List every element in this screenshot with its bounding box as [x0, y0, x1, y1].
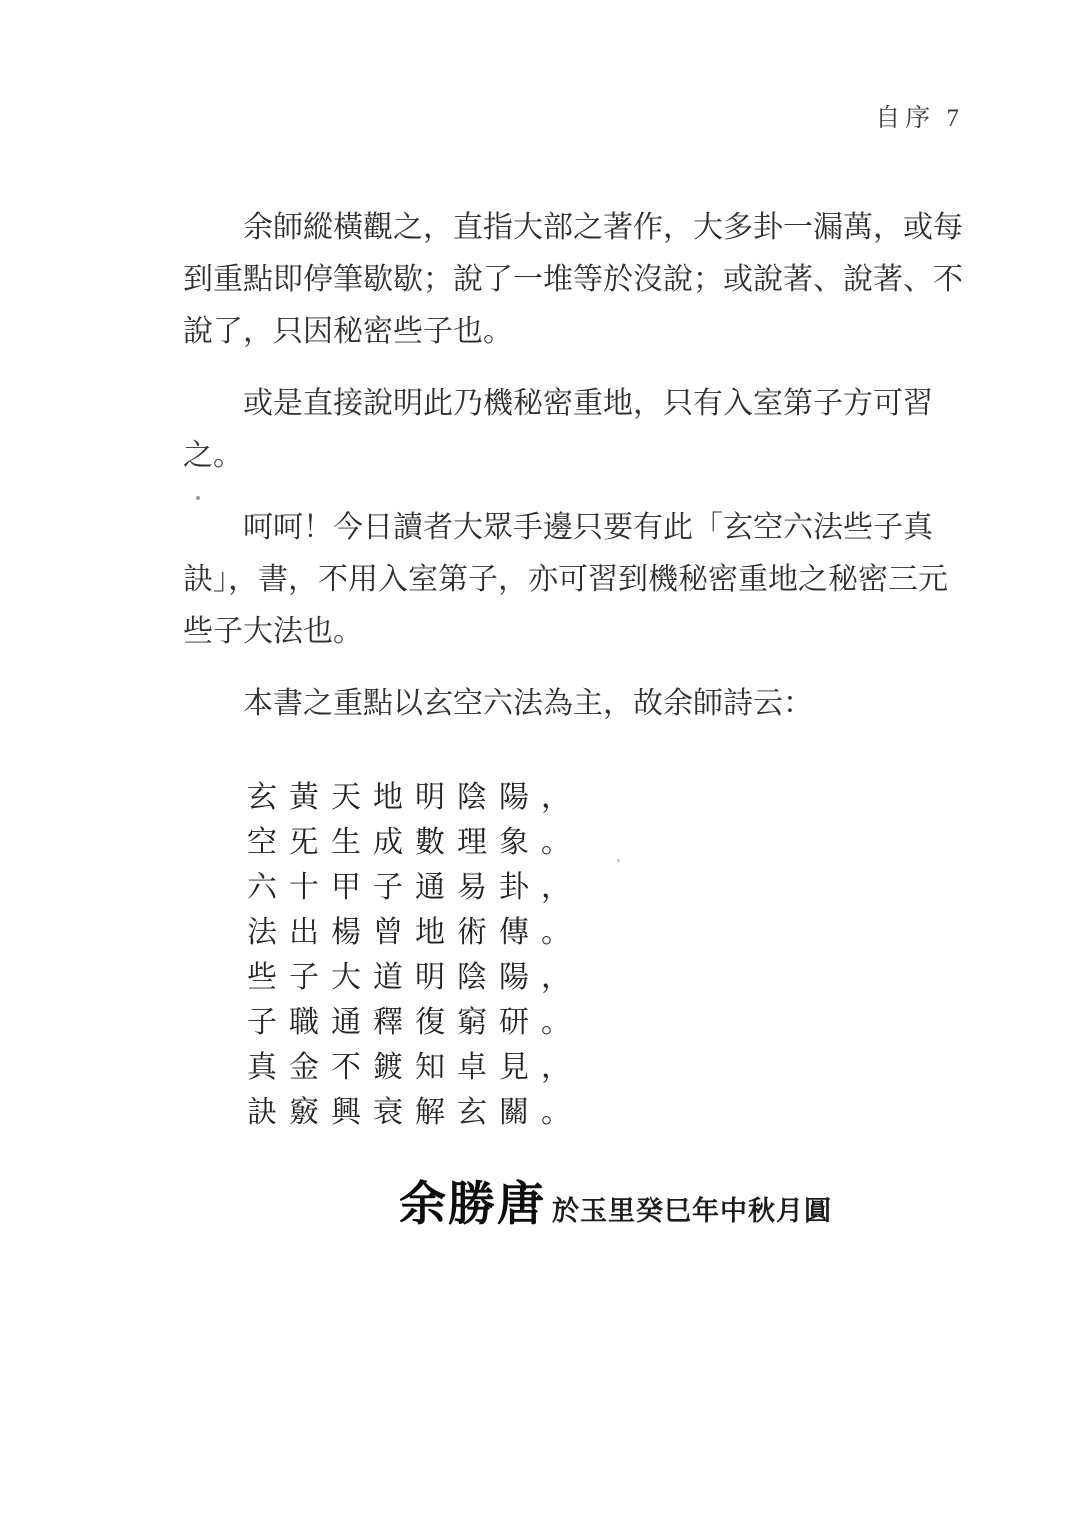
poem-line: 訣竅興衰解玄關。 — [247, 1096, 583, 1129]
poem-block — [247, 775, 983, 1135]
poem-line: 空旡生成數理象。 — [247, 826, 583, 859]
paragraph-3 — [183, 502, 983, 658]
paragraph-line: 訣」，書，不用入室第子，亦可習到機秘密重地之秘密三元 — [183, 563, 948, 596]
poem-line: 些子大道明陰陽， — [247, 961, 583, 994]
poem-line: 六十甲子通易卦， — [247, 871, 583, 904]
page-body — [183, 202, 983, 1234]
author-signature — [399, 1167, 983, 1234]
paragraph-line: 之。 — [183, 439, 243, 472]
poem-line: 子職通釋復窮研。 — [247, 1006, 583, 1039]
paragraph-line: 說了，只因秘密些子也。 — [183, 315, 513, 348]
paragraph-2 — [183, 378, 983, 482]
paragraph-1 — [183, 202, 983, 358]
poem-line: 真金不鍍知卓見， — [247, 1051, 583, 1084]
author-name: 余勝唐 — [399, 1179, 546, 1231]
paragraph-4 — [183, 678, 983, 730]
paragraph-line: 到重點即停筆歇歇；說了一堆等於沒說；或說著、說著、不 — [183, 263, 963, 296]
poem-line: 玄黃天地明陰陽， — [247, 781, 583, 814]
paragraph-line: 本書之重點以玄空六法為主，故余師詩云： — [243, 687, 813, 720]
paragraph-line: 些子大法也。 — [183, 615, 363, 648]
paragraph-line: 或是直接說明此乃機秘密重地，只有入室第子方可習 — [243, 387, 933, 420]
signature-place-date: 於玉里癸巳年中秋月圓 — [552, 1196, 832, 1226]
paragraph-line: 呵呵！今日讀者大眾手邊只要有此「玄空六法些子真 — [243, 511, 933, 544]
page-header-folio: 自序 7 — [875, 105, 964, 132]
poem-line: 法出楊曾地術傳。 — [247, 916, 583, 949]
paragraph-line: 余師縱橫觀之，直指大部之著作，大多卦一漏萬，或每 — [243, 211, 963, 244]
